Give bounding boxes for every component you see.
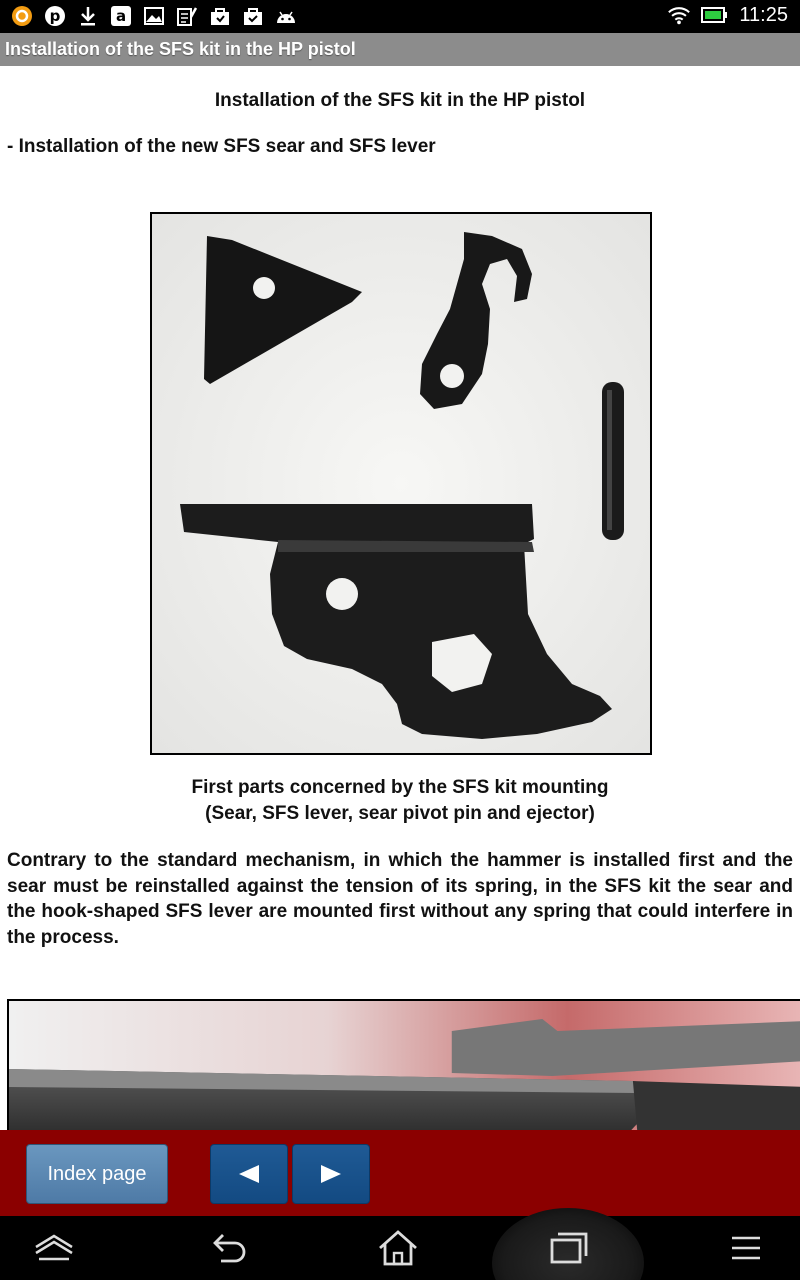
android-icon — [274, 4, 298, 28]
section-subheading: - Installation of the new SFS sear and SFS lever — [7, 136, 436, 157]
parts-photo — [150, 212, 652, 755]
recents-button[interactable] — [547, 1228, 591, 1268]
overflow-menu-button[interactable] — [724, 1228, 768, 1268]
system-navigation-bar — [0, 1216, 800, 1280]
menu-up-button[interactable] — [32, 1228, 76, 1268]
page-title: Installation of the SFS kit in the HP pistol — [5, 39, 356, 59]
download-icon — [76, 4, 100, 28]
svg-text:a: a — [115, 7, 127, 25]
gallery-icon — [142, 4, 166, 28]
svg-text:p: p — [49, 7, 61, 25]
previous-page-button[interactable] — [210, 1144, 288, 1204]
title-bar — [0, 33, 800, 66]
arrow-left-icon — [237, 1163, 261, 1185]
pinterest-icon — [43, 4, 67, 28]
briefcase-icon — [241, 4, 265, 28]
notes-icon — [175, 4, 199, 28]
photo-caption-line1: First parts concerned by the SFS kit mounting — [191, 777, 609, 798]
battery-icon — [701, 3, 729, 27]
page-nav-bar — [0, 1130, 800, 1216]
home-button[interactable] — [376, 1228, 420, 1268]
clock: 11:25 — [739, 3, 788, 26]
photo-caption-line2: (Sear, SFS lever, sear pivot pin and ejector) — [205, 803, 595, 824]
status-bar — [0, 0, 800, 33]
article-paragraph: Contrary to the standard mechanism, in which the hammer is installed first and the sear must be reinstalled against the tension of its spring, in the SFS kit the sear and the hook-shaped SFS lever are mounted first without any spring that could interfere in the process. — [7, 850, 793, 948]
article-heading: Installation of the SFS kit in the HP pistol — [214, 90, 586, 111]
bag-icon — [208, 4, 232, 28]
index-page-button[interactable]: Index page — [26, 1144, 168, 1204]
menu-up-icon — [33, 1233, 75, 1263]
arrow-right-icon — [319, 1163, 343, 1185]
amazon-icon — [109, 4, 133, 28]
article-content[interactable] — [0, 66, 800, 1130]
overflow-menu-icon — [728, 1232, 764, 1264]
back-button[interactable] — [206, 1228, 250, 1268]
back-icon — [207, 1231, 249, 1265]
wifi-icon — [667, 3, 691, 27]
app-circle-icon — [10, 4, 34, 28]
next-page-button[interactable] — [292, 1144, 370, 1204]
notification-icons — [10, 4, 298, 28]
home-icon — [376, 1229, 420, 1267]
mechanism-photo — [7, 999, 800, 1130]
recents-icon — [548, 1231, 590, 1265]
